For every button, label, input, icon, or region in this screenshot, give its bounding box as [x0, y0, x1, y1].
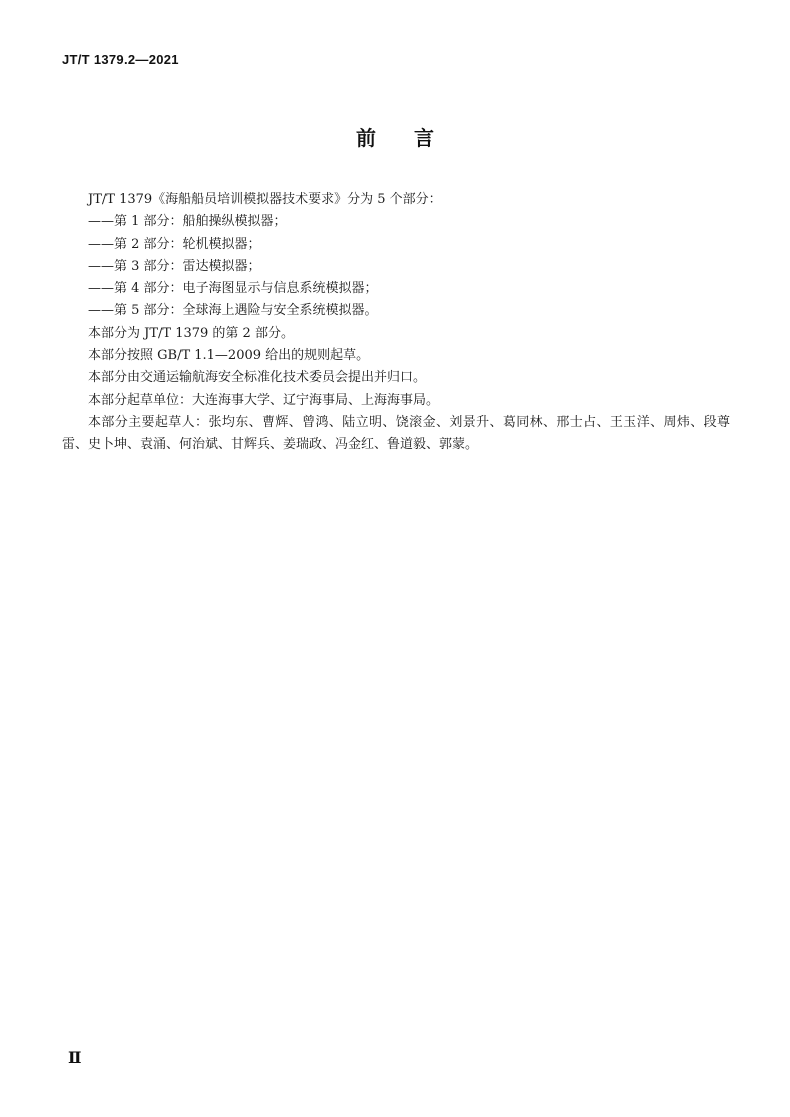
- paragraph-intro: JT/T 1379《海船船员培训模拟器技术要求》分为 5 个部分：: [88, 192, 442, 207]
- paragraph-part-4: ——第 4 部分：电子海图显示与信息系统模拟器；: [88, 281, 378, 297]
- paragraph-committee: 本部分由交通运输航海安全标准化技术委员会提出并归口。: [88, 370, 427, 386]
- paragraph-drafters: 本部分主要起草人：张均东、曹辉、曾鸿、陆立明、饶滚金、刘景升、葛同林、邢士占、王玉洋、周炜、段尊雷、史卜坤、袁涌、何治斌、甘辉兵、姜瑞政、冯金红、鲁道毅、郭蒙。: [62, 414, 730, 453]
- paragraph-part-5: ——第 5 部分：全球海上遇险与安全系统模拟器。: [88, 303, 378, 319]
- document-code: JT/T 1379.2—2021: [62, 52, 179, 67]
- paragraph-drafting-units: 本部分起草单位：大连海事大学、辽宁海事局、上海海事局。: [88, 392, 440, 408]
- paragraph-part-3: ——第 3 部分：雷达模拟器；: [88, 258, 261, 274]
- paragraph-part-2: ——第 2 部分：轮机模拟器；: [88, 236, 261, 252]
- page-title: 前言: [356, 126, 472, 150]
- paragraph-part-1: ——第 1 部分：船舶操纵模拟器；: [88, 214, 287, 230]
- paragraph-scope: 本部分为 JT/T 1379 的第 2 部分。: [88, 325, 294, 341]
- foreword-body: [62, 189, 730, 457]
- paragraph-drafting-rules: 本部分按照 GB/T 1.1—2009 给出的规则起草。: [88, 348, 370, 364]
- page-number: Ⅱ: [68, 1048, 82, 1067]
